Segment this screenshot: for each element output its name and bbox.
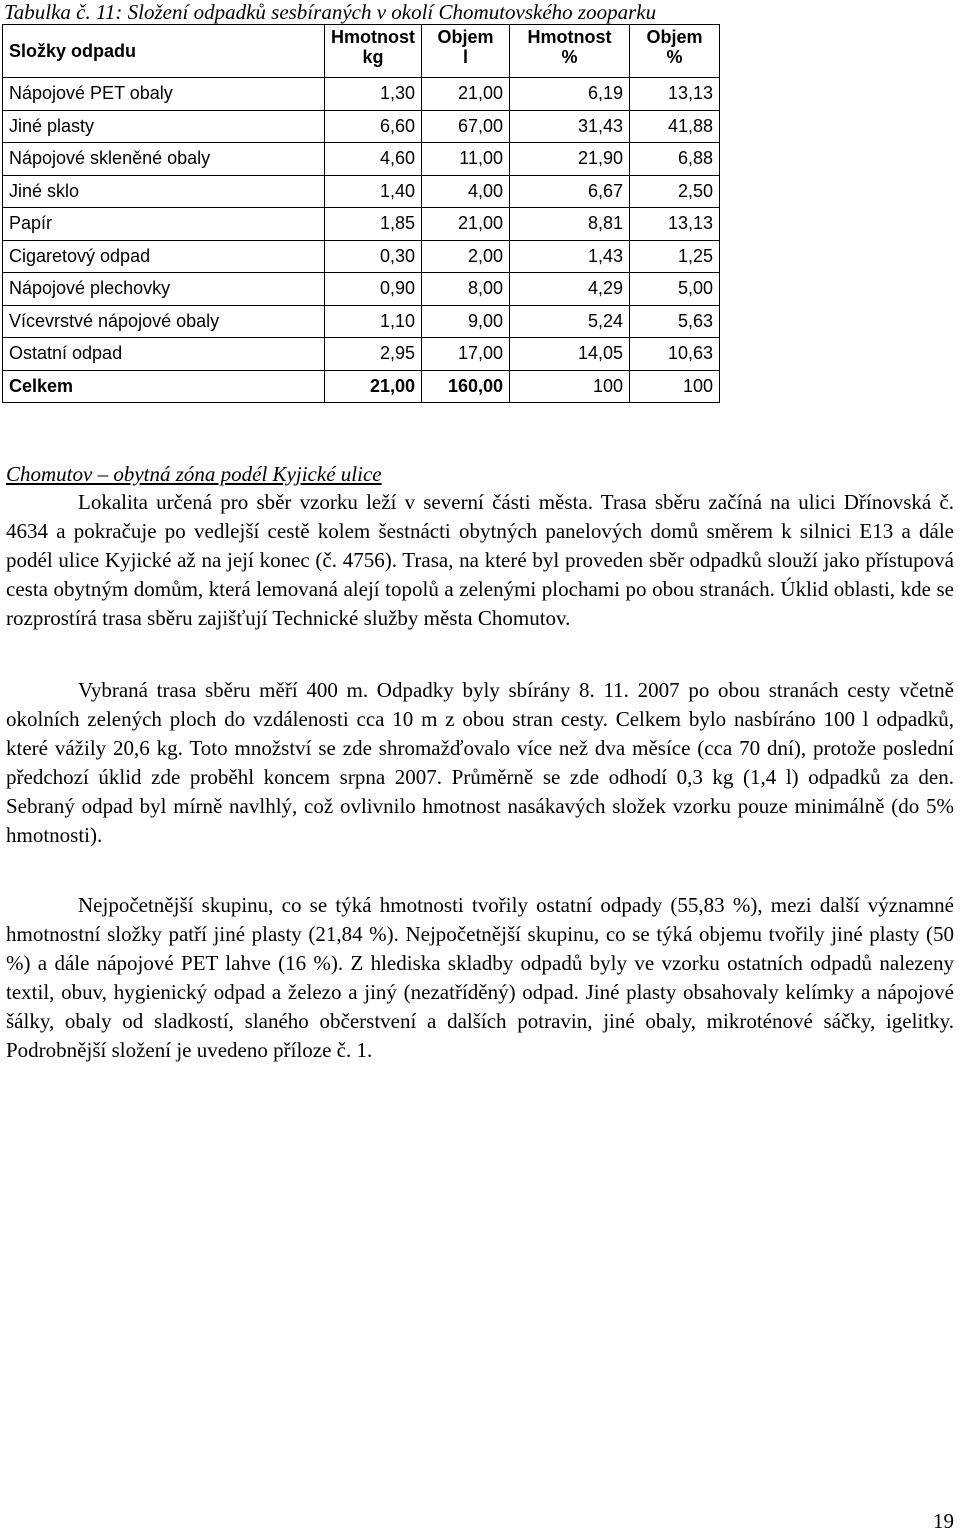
cell-mass-pct: 6,19 <box>510 78 630 111</box>
cell-total-volume-l: 160,00 <box>422 370 510 403</box>
header-mass-kg-line2: kg <box>362 47 384 67</box>
table-row <box>3 338 720 371</box>
cell-mass-pct: 6,67 <box>510 175 630 208</box>
cell-component: Jiné plasty <box>3 110 325 143</box>
cell-total-label: Celkem <box>3 370 325 403</box>
cell-volume-l: 11,00 <box>422 143 510 176</box>
cell-mass-kg: 1,40 <box>325 175 422 208</box>
table-total-row <box>3 370 720 403</box>
waste-composition-table <box>2 24 720 403</box>
cell-component: Ostatní odpad <box>3 338 325 371</box>
table-row <box>3 273 720 306</box>
cell-total-mass-kg: 21,00 <box>325 370 422 403</box>
header-volume-l-line1: Objem <box>437 27 494 47</box>
header-waste-component: Složky odpadu <box>3 25 325 78</box>
cell-mass-kg: 1,30 <box>325 78 422 111</box>
cell-mass-kg: 2,95 <box>325 338 422 371</box>
table-row <box>3 175 720 208</box>
cell-volume-l: 21,00 <box>422 78 510 111</box>
header-volume-pct <box>630 25 720 78</box>
header-volume-l <box>422 25 510 78</box>
page-number: 19 <box>933 1509 954 1533</box>
table-row <box>3 208 720 241</box>
cell-mass-kg: 1,85 <box>325 208 422 241</box>
cell-component: Nápojové skleněné obaly <box>3 143 325 176</box>
table-row <box>3 240 720 273</box>
table-row <box>3 78 720 111</box>
header-volume-pct-line2: % <box>666 47 683 67</box>
cell-mass-kg: 0,30 <box>325 240 422 273</box>
cell-component: Cigaretový odpad <box>3 240 325 273</box>
table-row <box>3 110 720 143</box>
cell-component: Vícevrstvé nápojové obaly <box>3 305 325 338</box>
cell-volume-pct: 1,25 <box>630 240 720 273</box>
section-title: Chomutov – obytná zóna podél Kyjické ulice <box>6 462 382 486</box>
cell-component: Jiné sklo <box>3 175 325 208</box>
cell-volume-pct: 41,88 <box>630 110 720 143</box>
cell-volume-pct: 5,63 <box>630 305 720 338</box>
cell-total-mass-pct: 100 <box>510 370 630 403</box>
cell-mass-pct: 1,43 <box>510 240 630 273</box>
cell-mass-kg: 0,90 <box>325 273 422 306</box>
header-mass-pct <box>510 25 630 78</box>
cell-volume-pct: 6,88 <box>630 143 720 176</box>
cell-mass-kg: 1,10 <box>325 305 422 338</box>
header-mass-kg-line1: Hmotnost <box>331 27 415 47</box>
cell-mass-pct: 8,81 <box>510 208 630 241</box>
table-row <box>3 305 720 338</box>
cell-volume-l: 4,00 <box>422 175 510 208</box>
cell-total-volume-pct: 100 <box>630 370 720 403</box>
header-mass-pct-line1: Hmotnost <box>527 27 612 47</box>
cell-mass-pct: 4,29 <box>510 273 630 306</box>
cell-mass-pct: 21,90 <box>510 143 630 176</box>
header-mass-pct-line2: % <box>561 47 578 67</box>
cell-component: Nápojové plechovky <box>3 273 325 306</box>
cell-volume-l: 9,00 <box>422 305 510 338</box>
header-mass-kg <box>325 25 422 78</box>
cell-mass-pct: 14,05 <box>510 338 630 371</box>
paragraph-location: Lokalita určená pro sběr vzorku leží v severní části města. Trasa sběru začíná na ulici Dřínovská č. 4634 a pokračuje po vedlejší cestě kolem šestnácti obytných panelových domů směrem k silnici E13 a dále podél ulice Kyjické až na její konec (č. 4756). Trasa, na které byl proveden sběr odpadků slouží jako přístupová cesta obytným domům, která lemovaná alejí topolů a zelenými plochami po obou stranách. Úklid oblasti, kde se rozprostírá trasa sběru zajišťují Technické služby města Chomutov. <box>6 490 954 630</box>
header-volume-l-line2: l <box>462 47 468 67</box>
table-caption: Tabulka č. 11: Složení odpadků sesbíraných v okolí Chomutovského zooparku <box>4 0 657 24</box>
cell-mass-pct: 5,24 <box>510 305 630 338</box>
cell-component: Nápojové PET obaly <box>3 78 325 111</box>
paragraph-collection: Vybraná trasa sběru měří 400 m. Odpadky byly sbírány 8. 11. 2007 po obou stranách cesty včetně okolních zelených ploch do vzdálenosti cca 10 m z obou stran cesty. Celkem bylo nasbíráno 100 l odpadků, které vážily 20,6 kg. Toto množství se zde shromažďovalo více než dva měsíce (cca 70 dní), protože poslední předchozí úklid zde proběhl koncem srpna 2007. Průměrně se zde odhodí 0,3 kg (1,4 l) odpadků za den. Sebraný odpad byl mírně navlhlý, což ovlivnilo hmotnost nasákavých složek vzorku pouze minimálně (do 5% hmotnosti). <box>6 678 954 847</box>
cell-component: Papír <box>3 208 325 241</box>
cell-volume-pct: 13,13 <box>630 208 720 241</box>
cell-volume-l: 17,00 <box>422 338 510 371</box>
cell-volume-l: 67,00 <box>422 110 510 143</box>
cell-mass-pct: 31,43 <box>510 110 630 143</box>
header-volume-pct-line1: Objem <box>646 27 703 47</box>
cell-volume-pct: 2,50 <box>630 175 720 208</box>
table-row <box>3 143 720 176</box>
cell-mass-kg: 4,60 <box>325 143 422 176</box>
table-header-row <box>3 25 720 78</box>
cell-volume-pct: 5,00 <box>630 273 720 306</box>
cell-volume-l: 21,00 <box>422 208 510 241</box>
cell-volume-l: 2,00 <box>422 240 510 273</box>
cell-volume-pct: 13,13 <box>630 78 720 111</box>
cell-volume-l: 8,00 <box>422 273 510 306</box>
cell-volume-pct: 10,63 <box>630 338 720 371</box>
cell-mass-kg: 6,60 <box>325 110 422 143</box>
paragraph-composition: Nejpočetnější skupinu, co se týká hmotnosti tvořily ostatní odpady (55,83 %), mezi další významné hmotnostní složky patří jiné plasty (21,84 %). Nejpočetnější skupinu, co se týká objemu tvořily jiné plasty (50 %) a dále nápojové PET lahve (16 %). Z hlediska skladby odpadů byly ve vzorku ostatních odpadů nalezeny textil, obuv, hygienický odpad a železo a jiný (nezatříděný) odpad. Jiné plasty obsahovaly kelímky a nápojové šálky, obaly od sladkostí, slaného občerstvení a dalších potravin, jiné obaly, mikroténové sáčky, igelitky. Podrobnější složení je uvedeno příloze č. 1. <box>6 893 954 1062</box>
